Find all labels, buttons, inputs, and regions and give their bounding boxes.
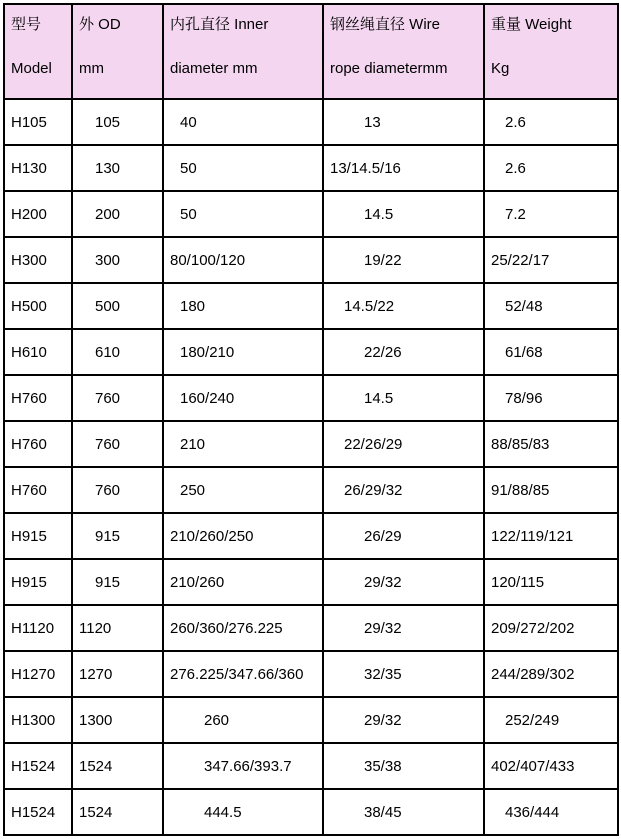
cell-model: H500 (4, 283, 72, 329)
cell-wire: 29/32 (323, 559, 484, 605)
cell-model: H1524 (4, 743, 72, 789)
cell-od: 760 (72, 421, 163, 467)
cell-inner: 50 (163, 191, 323, 237)
cell-model: H1300 (4, 697, 72, 743)
table-row (4, 743, 618, 789)
table-row (4, 651, 618, 697)
cell-inner: 80/100/120 (163, 237, 323, 283)
cell-od: 915 (72, 513, 163, 559)
cell-wire: 35/38 (323, 743, 484, 789)
cell-wire: 22/26/29 (323, 421, 484, 467)
cell-weight: 252/249 (484, 697, 618, 743)
cell-weight: 88/85/83 (484, 421, 618, 467)
cell-inner: 276.225/347.66/360 (163, 651, 323, 697)
cell-model: H130 (4, 145, 72, 191)
cell-od: 1300 (72, 697, 163, 743)
header-weight-line1: 重量 Weight (491, 16, 572, 33)
header-model-en: Model (11, 60, 52, 77)
cell-od: 1524 (72, 789, 163, 835)
table-row (4, 375, 618, 421)
table-row (4, 99, 618, 145)
cell-inner: 50 (163, 145, 323, 191)
cell-model: H1270 (4, 651, 72, 697)
cell-inner: 260 (163, 697, 323, 743)
cell-wire: 22/26 (323, 329, 484, 375)
cell-model: H760 (4, 467, 72, 513)
header-weight-line2: Kg (491, 60, 510, 77)
cell-inner: 347.66/393.7 (163, 743, 323, 789)
header-wire-line1: 钢丝绳直径 Wire (330, 16, 440, 33)
cell-od: 130 (72, 145, 163, 191)
header-inner-line2: diameter mm (170, 60, 258, 77)
cell-wire: 13/14.5/16 (323, 145, 484, 191)
cell-inner: 210 (163, 421, 323, 467)
header-wire-rope-diameter (323, 4, 484, 99)
cell-weight: 78/96 (484, 375, 618, 421)
cell-inner: 444.5 (163, 789, 323, 835)
cell-od: 915 (72, 559, 163, 605)
table-body (4, 99, 618, 835)
cell-od: 200 (72, 191, 163, 237)
cell-weight: 122/119/121 (484, 513, 618, 559)
cell-weight: 7.2 (484, 191, 618, 237)
header-model-zh: 型号 (11, 16, 42, 33)
header-weight (484, 4, 618, 99)
cell-od: 300 (72, 237, 163, 283)
cell-wire: 32/35 (323, 651, 484, 697)
cell-od: 500 (72, 283, 163, 329)
table-row (4, 191, 618, 237)
cell-inner: 260/360/276.225 (163, 605, 323, 651)
cell-model: H760 (4, 421, 72, 467)
header-od-line1: 外 OD (79, 16, 121, 33)
cell-weight: 2.6 (484, 99, 618, 145)
table-header (4, 4, 618, 99)
cell-weight: 25/22/17 (484, 237, 618, 283)
cell-weight: 436/444 (484, 789, 618, 835)
cell-inner: 40 (163, 99, 323, 145)
cell-model: H1524 (4, 789, 72, 835)
cell-model: H300 (4, 237, 72, 283)
spec-table (3, 3, 619, 836)
table-row (4, 237, 618, 283)
table-row (4, 329, 618, 375)
table-row (4, 605, 618, 651)
cell-od: 760 (72, 467, 163, 513)
cell-weight: 120/115 (484, 559, 618, 605)
header-inner-diameter (163, 4, 323, 99)
cell-weight: 402/407/433 (484, 743, 618, 789)
header-inner-line1: 内孔直径 Inner (170, 16, 269, 33)
cell-wire: 14.5 (323, 375, 484, 421)
table-row (4, 421, 618, 467)
cell-wire: 19/22 (323, 237, 484, 283)
cell-inner: 210/260 (163, 559, 323, 605)
cell-od: 1120 (72, 605, 163, 651)
cell-weight: 91/88/85 (484, 467, 618, 513)
cell-wire: 14.5 (323, 191, 484, 237)
cell-model: H760 (4, 375, 72, 421)
cell-inner: 250 (163, 467, 323, 513)
cell-od: 760 (72, 375, 163, 421)
cell-model: H105 (4, 99, 72, 145)
table-row (4, 145, 618, 191)
cell-wire: 14.5/22 (323, 283, 484, 329)
table-row (4, 283, 618, 329)
cell-inner: 160/240 (163, 375, 323, 421)
header-wire-line2: rope diametermm (330, 60, 448, 77)
cell-od: 610 (72, 329, 163, 375)
cell-weight: 209/272/202 (484, 605, 618, 651)
header-od-line2: mm (79, 60, 104, 77)
cell-weight: 61/68 (484, 329, 618, 375)
cell-wire: 38/45 (323, 789, 484, 835)
cell-weight: 244/289/302 (484, 651, 618, 697)
table-row (4, 467, 618, 513)
table-row (4, 697, 618, 743)
cell-inner: 180 (163, 283, 323, 329)
cell-model: H915 (4, 559, 72, 605)
table-row (4, 559, 618, 605)
cell-inner: 210/260/250 (163, 513, 323, 559)
header-model (4, 4, 72, 99)
cell-wire: 29/32 (323, 697, 484, 743)
cell-od: 105 (72, 99, 163, 145)
cell-weight: 2.6 (484, 145, 618, 191)
cell-wire: 13 (323, 99, 484, 145)
cell-model: H915 (4, 513, 72, 559)
header-od (72, 4, 163, 99)
header-row (4, 4, 618, 99)
cell-wire: 26/29 (323, 513, 484, 559)
cell-model: H1120 (4, 605, 72, 651)
table-row (4, 789, 618, 835)
cell-model: H200 (4, 191, 72, 237)
table-row (4, 513, 618, 559)
cell-wire: 26/29/32 (323, 467, 484, 513)
cell-weight: 52/48 (484, 283, 618, 329)
cell-wire: 29/32 (323, 605, 484, 651)
cell-model: H610 (4, 329, 72, 375)
cell-od: 1524 (72, 743, 163, 789)
cell-od: 1270 (72, 651, 163, 697)
cell-inner: 180/210 (163, 329, 323, 375)
